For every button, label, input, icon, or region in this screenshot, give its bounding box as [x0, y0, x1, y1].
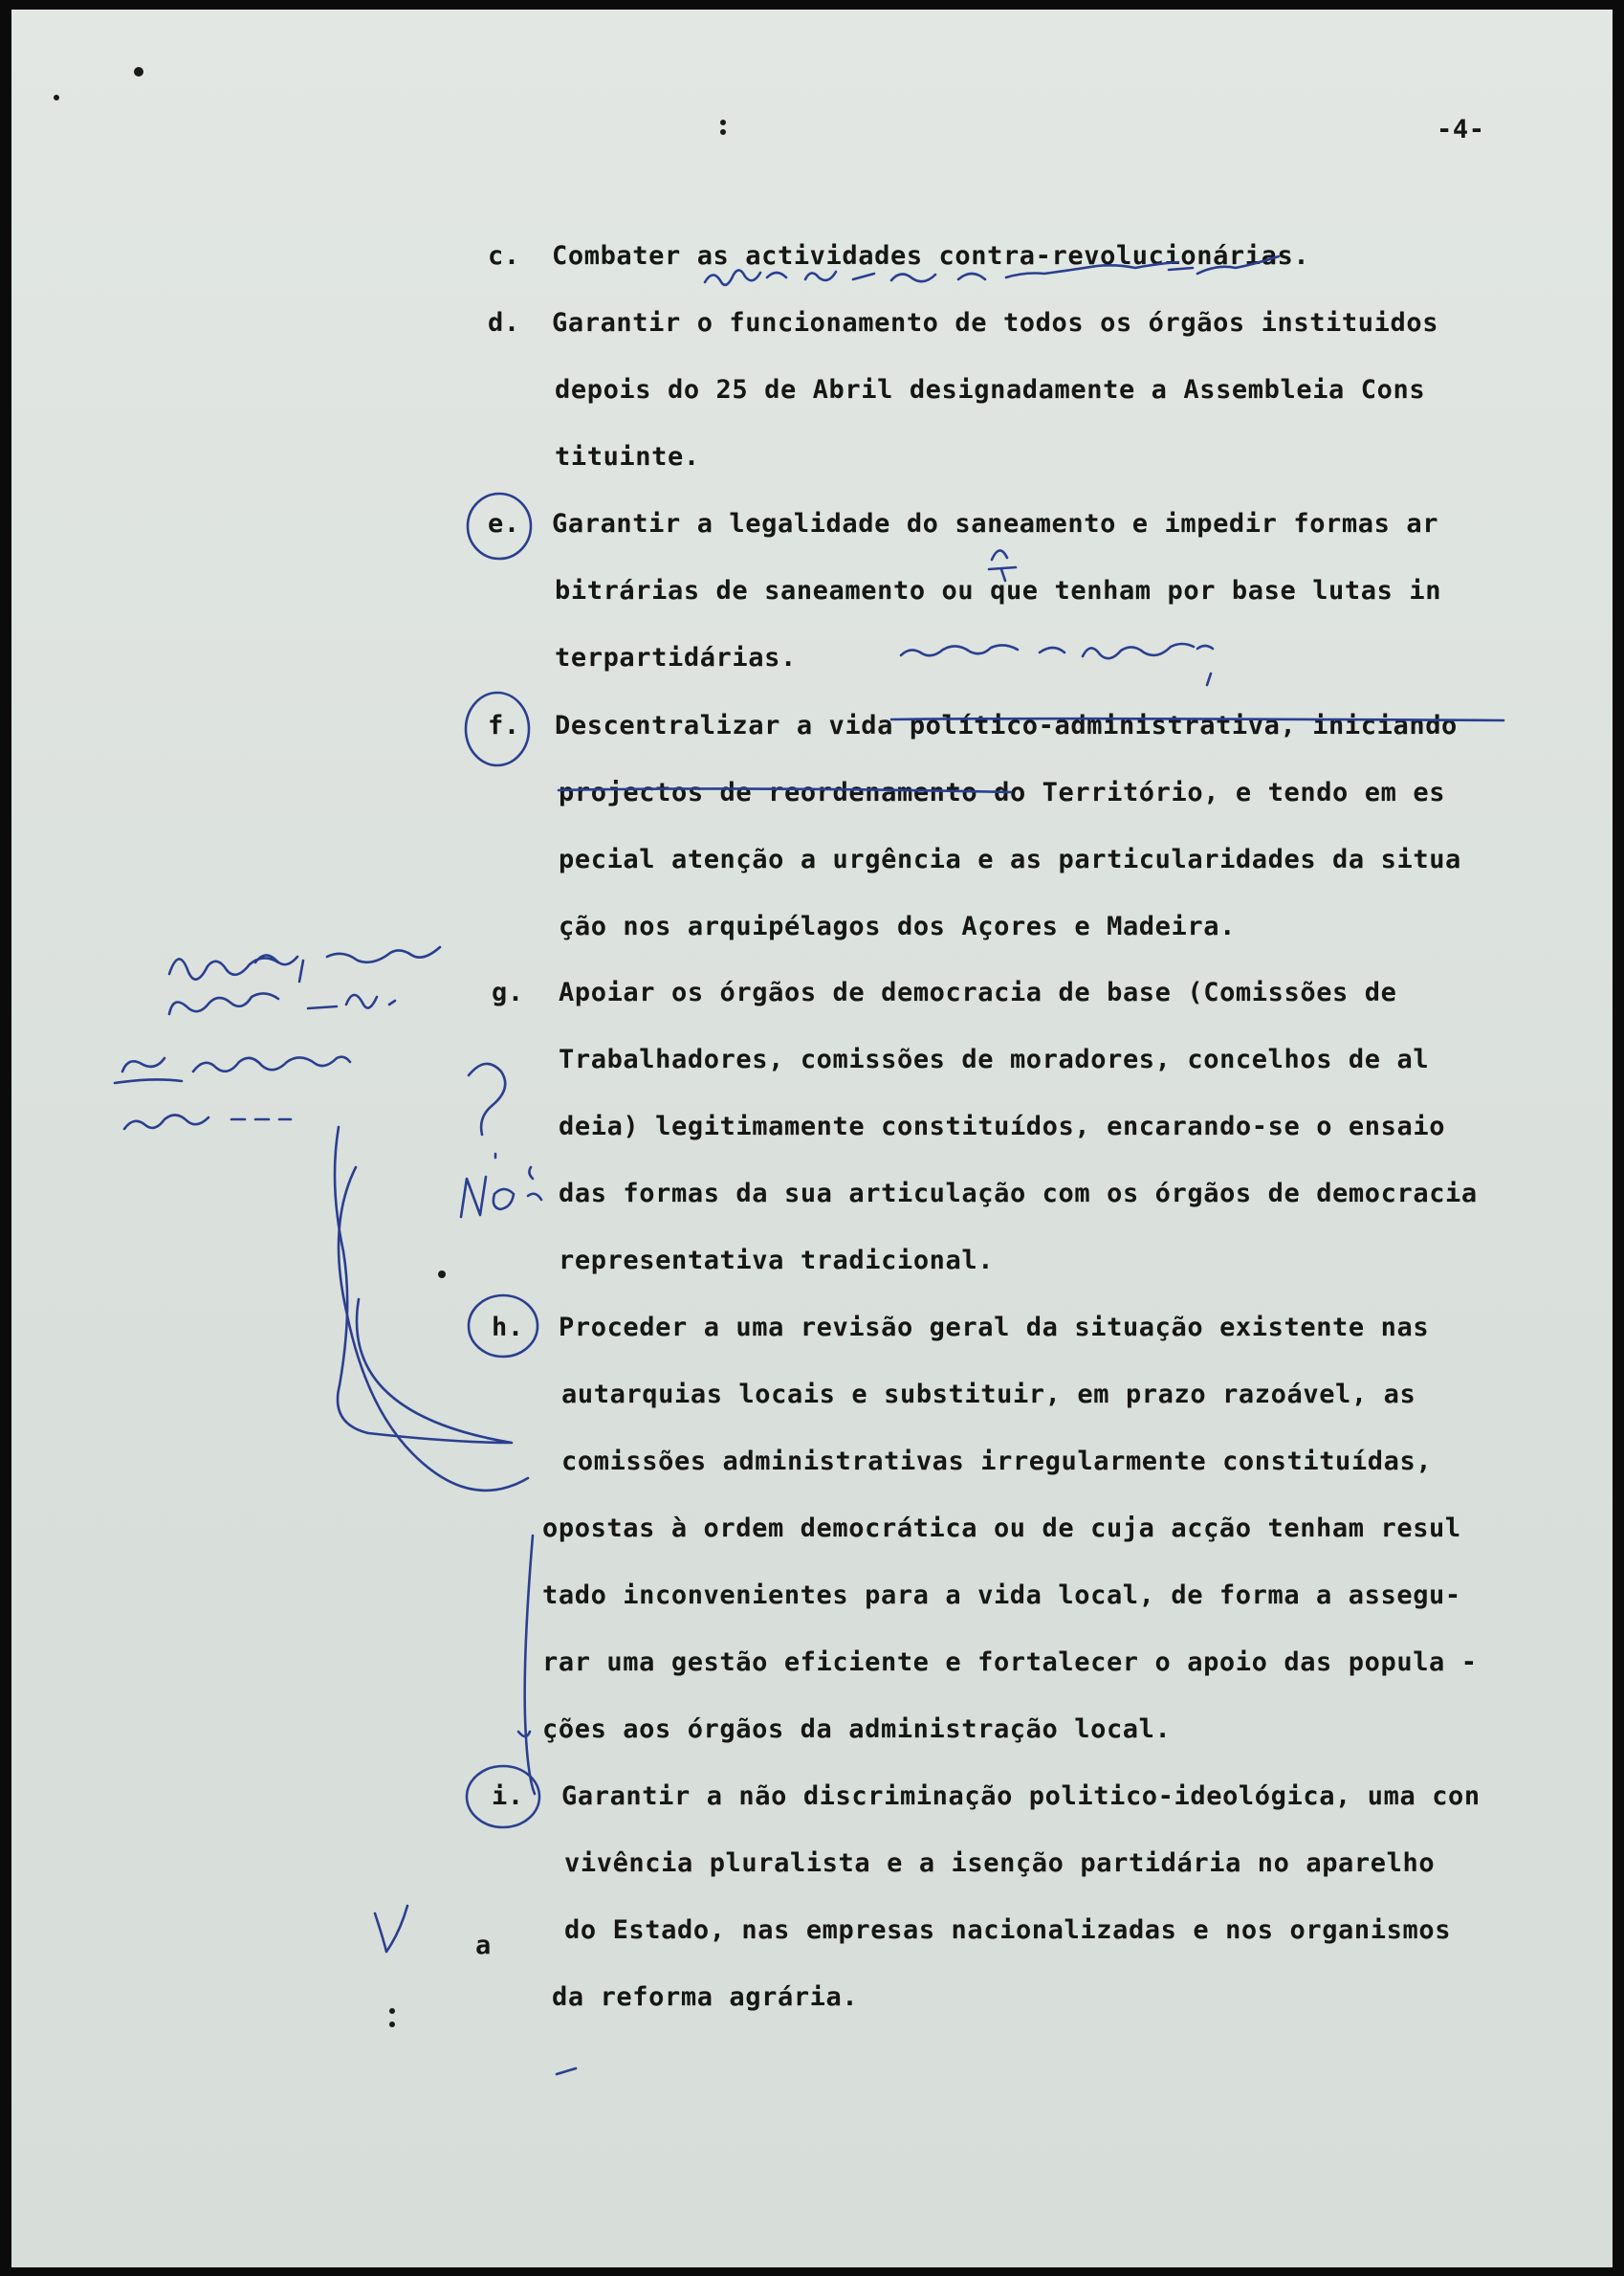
item-i-marker: i. [492, 1781, 524, 1811]
item-c-marker: c. [488, 241, 520, 271]
item-g-marker: g. [492, 978, 524, 1007]
item-d-line-3: tituinte. [555, 442, 700, 472]
check-mark [375, 1906, 407, 1952]
item-d-line-1: Garantir o funcionamento de todos os órgãos instituidos [552, 308, 1439, 338]
underline-reordenamento [559, 788, 1011, 792]
item-h-line-2: autarquias locais e substituir, em prazo razoável, as [561, 1380, 1416, 1409]
item-e-line-3: terpartidárias. [555, 643, 797, 673]
item-h-line-7: ções aos órgãos da administração local. [542, 1714, 1172, 1744]
item-f-marker: f. [488, 711, 520, 740]
item-d-marker: d. [488, 308, 520, 338]
item-h-line-3: comissões administrativas irregularmente constituídas, [561, 1447, 1433, 1476]
item-c-line-1: Combater as actividades contra-revolucionárias. [552, 241, 1310, 271]
item-i-line-3: do Estado, nas empresas nacionalizadas e nos organismos [564, 1915, 1452, 1945]
margin-note [115, 947, 440, 1129]
paper-specks [54, 67, 726, 2027]
scribble-line-e [901, 644, 1213, 685]
page-number: -4- [1437, 115, 1485, 144]
item-h-marker: h. [492, 1313, 524, 1342]
circle-marker-h [469, 1295, 538, 1357]
item-f-line-2: projectos de reordenamento do Território, e tendo em es [559, 778, 1446, 807]
margin-note-arrow-line [335, 1127, 512, 1443]
item-h-line-1: Proceder a uma revisão geral da situação existente nas [559, 1313, 1430, 1342]
item-f-line-3: pecial atenção a urgência e as particularidades da situa [559, 845, 1461, 874]
item-e-marker: e. [488, 509, 520, 539]
item-e-line-1: Garantir a legalidade do saneamento e impedir formas ar [552, 509, 1439, 539]
item-h-line-4: opostas à ordem democrática ou de cuja acção tenham resul [542, 1514, 1461, 1543]
item-g-line-5: representativa tradicional. [559, 1246, 995, 1275]
item-h-line-6: rar uma gestão eficiente e fortalecer o apoio das popula - [542, 1647, 1478, 1677]
item-g-line-3: deia) legitimamente constituídos, encarando-se o ensaio [559, 1112, 1446, 1141]
bottom-dash [557, 2068, 576, 2074]
underline-iniciando [891, 718, 1503, 720]
item-f-line-4: ção nos arquipélagos dos Açores e Madeira. [559, 912, 1236, 941]
scribble-line-d [705, 256, 1279, 285]
item-g-line-4: das formas da sua articulação com os órgãos de democracia [559, 1179, 1478, 1208]
item-i-line-4: da reforma agrária. [552, 1982, 859, 2012]
nao-scribble [461, 1167, 541, 1217]
question-mark [469, 1064, 505, 1158]
item-g-line-1: Apoiar os órgãos de democracia de base (Comissões de [559, 978, 1397, 1007]
item-d-line-2: depois do 25 de Abril designadamente a Assembleia Cons [555, 375, 1426, 405]
item-i-line-1: Garantir a não discriminação politico-ideológica, uma con [561, 1781, 1481, 1811]
document-page [11, 10, 1613, 2267]
circle-marker-e [468, 494, 531, 559]
margin-mark: a [475, 1931, 492, 1960]
insertion-mark [989, 550, 1016, 581]
item-i-line-2: vivência pluralista e a isenção partidária no aparelho [564, 1848, 1436, 1878]
circle-marker-f [466, 693, 529, 765]
item-h-line-5: tado inconvenientes para a vida local, de forma a assegu- [542, 1580, 1461, 1610]
handwritten-annotations [11, 10, 1613, 2267]
item-g-line-2: Trabalhadores, comissões de moradores, concelhos de al [559, 1045, 1430, 1074]
item-f-line-1: Descentralizar a vida político-administrativa, iniciando [555, 711, 1458, 740]
circle-marker-i [467, 1766, 539, 1827]
margin-bracket [518, 1536, 535, 1794]
item-e-line-2: bitrárias de saneamento ou que tenham por base lutas in [555, 576, 1442, 606]
